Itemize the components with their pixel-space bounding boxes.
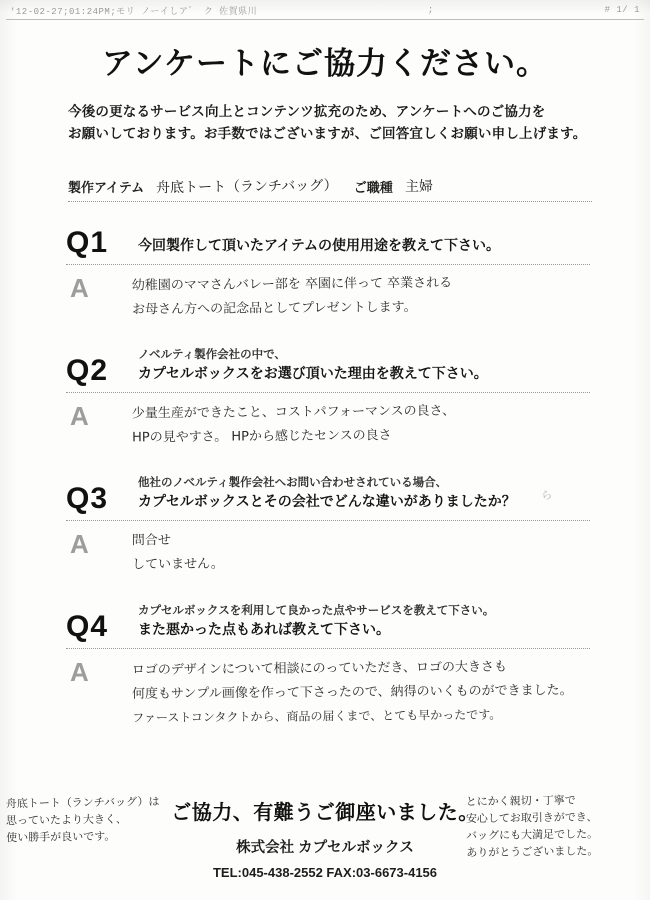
answer-text-q2 (132, 399, 456, 450)
answer-block-q2 (70, 401, 590, 449)
thanks-message: ご協力、有難うご御座いました。 (171, 802, 479, 824)
question-divider-q1 (66, 264, 590, 265)
question-divider-q2 (66, 392, 590, 393)
page-title: アンケートにご協力ください。 (101, 46, 549, 81)
question-text-q4 (138, 603, 494, 642)
answer-line: HPの見やすさ。 HPから感じたセンスの良さ (132, 427, 392, 446)
question-block-q1 (30, 225, 620, 321)
answer-line: 少量生産ができたこと、コストパフォーマンスの良さ、 (131, 403, 456, 422)
question-divider-q3 (66, 520, 590, 521)
contact-info: TEL:045-438-2552 FAX:03-6673-4156 (212, 865, 438, 880)
meta-job-label: ご職種 (353, 179, 393, 195)
answer-text-q1 (132, 271, 453, 322)
question-text-q2 (138, 347, 488, 386)
intro-line-1: 今後の更なるサービス向上とコンテンツ拡充のため、アンケートへのご協力を (68, 104, 546, 119)
fax-header-middle: ; (427, 5, 434, 15)
note-line: 思っていたより大きく、 (5, 812, 127, 828)
question-divider-q4 (66, 648, 590, 649)
note-line: 舟底トート（ランチバッグ）は (5, 795, 160, 811)
question-main-q3: カプセルボックスとその会社でどんな違いがありましたか？ (138, 493, 516, 510)
answer-label-q2: A (70, 400, 89, 431)
answer-line: ロゴのデザインについて相談にのっていただき、ロゴの大きさも (131, 659, 508, 678)
meta-job-value: 主婦 (404, 178, 433, 195)
answer-label-q3: A (70, 528, 89, 559)
answer-label-q1: A (70, 272, 89, 303)
question-heading-q3 (30, 475, 620, 514)
question-number-q3: Q3 (66, 481, 109, 515)
ink-smudge-mark: ら (539, 487, 554, 503)
question-text-q1 (138, 235, 500, 257)
question-number-q1: Q1 (66, 225, 109, 259)
fax-header (0, 2, 650, 18)
company-name: 株式会社 カプセルボックス (236, 840, 414, 856)
answer-line: 何度もサンプル画像を作って下さったので、納得のいくものができました。 (131, 682, 573, 702)
answer-text-q4 (132, 655, 573, 729)
fax-header-left: '12-02-27;01:24PM;モリ ノーイしア゛ ク 佐賀県川 (10, 6, 258, 17)
handwritten-note-right (466, 791, 647, 862)
question-heading-q2 (30, 347, 620, 386)
answer-line: していません。 (132, 556, 224, 573)
question-sub-q3: 他社のノベルティ製作会社へお問い合わせされている場合、 (138, 476, 448, 489)
question-main-q1: 今回製作して頂いたアイテムの使用用途を教えて下さい。 (138, 237, 501, 254)
note-line: バッグにも大満足でした。 (466, 827, 599, 843)
meta-item-value: 舟底トート（ランチバッグ） (156, 177, 338, 196)
note-line: 安心してお取引きができ、 (465, 810, 598, 826)
answer-text-q3 (132, 528, 224, 577)
answer-line: 幼稚園のママさんバレー部を 卒園に伴って 卒業される (131, 275, 453, 293)
note-line: 使い勝手が良いです。 (6, 829, 116, 845)
question-sub-q2: ノベルティ製作会社の中で、 (138, 348, 286, 361)
question-main-q4: また悪かった点もあれば教えて下さい。 (138, 621, 390, 638)
answer-line: ファーストコンタクトから、商品の届くまで、とても早かったです。 (132, 707, 502, 725)
answer-label-q4: A (70, 656, 89, 687)
meta-row (68, 176, 592, 202)
survey-document (0, 24, 650, 900)
question-main-q2: カプセルボックスをお選び頂いた理由を教えて下さい。 (138, 365, 488, 382)
question-block-q2 (30, 347, 620, 449)
question-heading-q4 (30, 603, 620, 642)
document-footer (0, 792, 650, 896)
question-heading-q1 (30, 225, 620, 259)
question-block-q4 (30, 603, 620, 727)
intro-line-2: お願いしております。お手数ではございますが、ご回答宜しくお願い申し上げます。 (68, 126, 587, 142)
answer-block-q3 (70, 529, 590, 577)
fax-header-right: # 1/ 1 (604, 5, 640, 15)
question-number-q2: Q2 (66, 353, 109, 387)
note-line: とにかく親切・丁寧で (465, 793, 576, 809)
answer-line: 問合せ (131, 532, 171, 549)
question-text-q3 (138, 475, 516, 514)
question-number-q4: Q4 (66, 609, 109, 643)
meta-item-label: 製作アイテム (68, 179, 145, 195)
answer-line: お母さん方への記念品としてプレゼントします。 (132, 299, 417, 317)
header-divider (6, 19, 644, 20)
answer-block-q4 (70, 657, 590, 727)
question-block-q3 (30, 475, 620, 577)
intro-text (68, 101, 594, 146)
answer-block-q1 (70, 273, 590, 321)
question-sub-q4: カプセルボックスを利用して良かった点やサービスを教えて下さい。 (138, 604, 495, 617)
note-line: ありがとうございました。 (466, 844, 599, 860)
